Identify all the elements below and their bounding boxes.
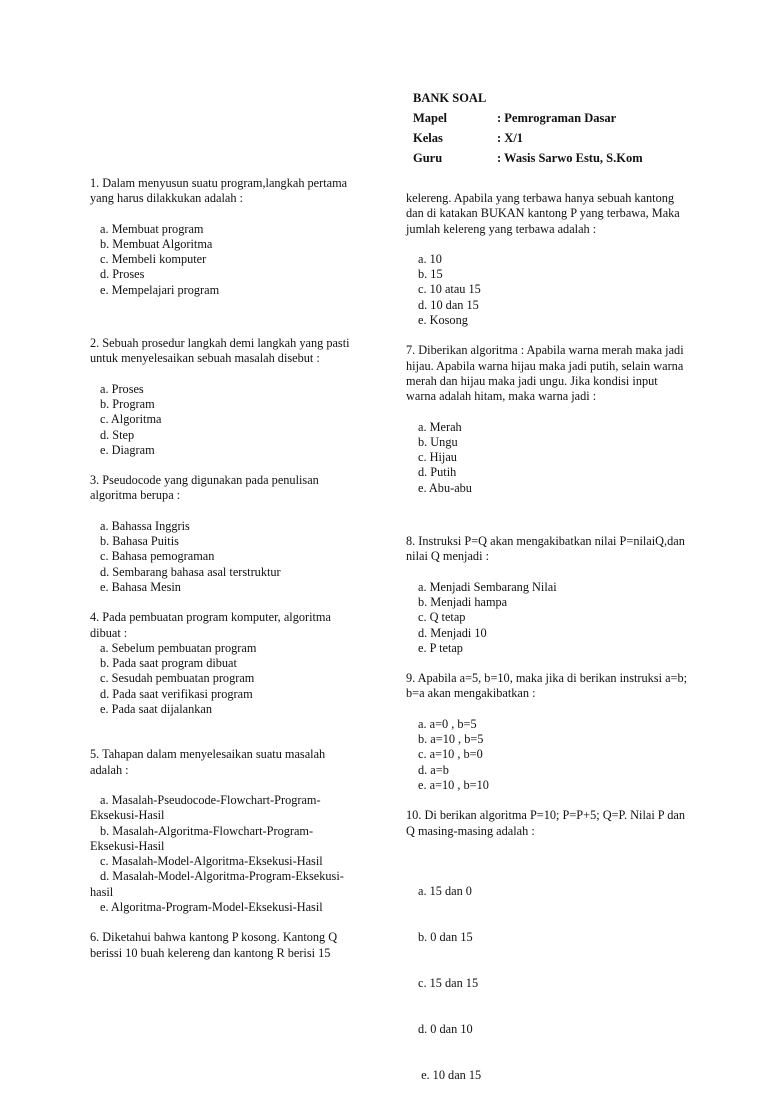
option: d. Masalah-Model-Algoritma-Program-Eksekusi-hasil (90, 869, 344, 899)
option: b. a=10 , b=5 (418, 732, 484, 747)
header-key: Guru (413, 151, 443, 165)
option: a. Membuat program (100, 221, 204, 236)
option-list (406, 854, 688, 1114)
option: c. Algoritma (100, 412, 162, 427)
option-list (90, 519, 350, 595)
option: c. Bahasa pemograman (100, 549, 215, 564)
option: c. Membeli komputer (100, 252, 207, 267)
option: c. a=10 , b=0 (418, 747, 483, 762)
document-header (413, 88, 643, 168)
option: a. Masalah-Pseudocode-Flowchart-Program-Eksekusi-Hasil (90, 792, 321, 823)
option: d. Menjadi 10 (418, 625, 487, 640)
option-list (90, 382, 350, 458)
option: e. Mempelajari program (100, 282, 220, 297)
question-text: 5. Tahapan dalam menyelesaikan suatu masalah adalah : (90, 747, 326, 777)
option: b. Pada saat program dibuat (100, 656, 237, 671)
option: c. Masalah-Model-Algoritma-Eksekusi-Hasil (100, 854, 323, 869)
question-text: 7. Diberikan algoritma : Apabila warna merah maka jadi hijau. Apabila warna hijau maka jadi putih, selain warna merah dan hijau maka jadi ungu. Jika kondisi input warna adalah hitam, maka warna jadi : (406, 343, 684, 404)
option: d. Pada saat verifikasi program (100, 686, 253, 701)
question-7 (406, 343, 688, 496)
option-list (90, 793, 350, 915)
option: d. Proses (100, 267, 145, 282)
option: a. Menjadi Sembarang Nilai (418, 579, 557, 594)
option: b. Membuat Algoritma (100, 236, 213, 251)
question-4 (90, 610, 350, 717)
option: e. Pada saat dijalankan (100, 702, 212, 717)
question-6-start (90, 930, 350, 961)
question-9 (406, 671, 688, 793)
option: b. 0 dan 15 (418, 930, 473, 945)
option: b. Ungu (418, 434, 458, 449)
question-text: 1. Dalam menyusun suatu program,langkah pertama yang harus dilakkukan adalah : (90, 176, 348, 206)
header-key: Kelas (413, 131, 443, 145)
option: e. Bahasa Mesin (100, 579, 181, 594)
right-column (406, 191, 688, 1114)
option: e. P tetap (418, 640, 463, 655)
question-text: 3. Pseudocode yang digunakan pada penulisan algoritma berupa : (90, 473, 319, 503)
option: a. 15 dan 0 (418, 884, 472, 899)
option: d. a=b (418, 762, 449, 777)
option-list (406, 717, 688, 793)
question-6-continued (406, 191, 688, 328)
header-value: : Pemrograman Dasar (497, 111, 617, 125)
question-text: kelereng. Apabila yang terbawa hanya sebuah kantong dan di katakan BUKAN kantong P yang terbawa, Maka jumlah kelereng yang terbawa adalah : (406, 191, 680, 236)
option: e. 10 dan 15 (418, 1067, 482, 1082)
option: e. a=10 , b=10 (418, 777, 489, 792)
question-2 (90, 336, 350, 458)
header-value: : X/1 (497, 131, 524, 145)
option: c. Sesudah pembuatan program (100, 671, 255, 686)
header-key: Mapel (413, 111, 448, 125)
option: b. 15 (418, 267, 443, 282)
option: a. a=0 , b=5 (418, 716, 477, 731)
header-row-mapel (413, 108, 643, 128)
option: c. Q tetap (418, 610, 466, 625)
option: b. Program (100, 396, 155, 411)
option: e. Algoritma-Program-Model-Eksekusi-Hasil (100, 899, 323, 914)
option: c. Hijau (418, 450, 457, 465)
option: e. Abu-abu (418, 480, 472, 495)
question-10 (406, 808, 688, 1114)
question-8 (406, 534, 688, 656)
option-list (406, 252, 688, 328)
question-1 (90, 176, 350, 298)
option: b. Bahasa Puitis (100, 534, 179, 549)
document-title: BANK SOAL (413, 91, 487, 105)
option: a. Merah (418, 419, 462, 434)
header-value: : Wasis Sarwo Estu, S.Kom (497, 151, 643, 165)
option-list (406, 420, 688, 496)
option: e. Diagram (100, 442, 155, 457)
option: c. 15 dan 15 (418, 976, 479, 991)
option-list (90, 641, 350, 717)
question-3 (90, 473, 350, 595)
question-5 (90, 747, 350, 915)
option: a. Bahassa Inggris (100, 518, 190, 533)
left-column (90, 176, 350, 961)
option: a. Sebelum pembuatan program (100, 640, 257, 655)
question-text: 2. Sebuah prosedur langkah demi langkah yang pasti untuk menyelesaikan sebuah masalah disebut : (90, 336, 350, 366)
option: b. Menjadi hampa (418, 594, 508, 609)
header-row-guru (413, 148, 643, 168)
question-text: 6. Diketahui bahwa kantong P kosong. Kantong Q berissi 10 buah kelereng dan kantong R berisi 15 (90, 930, 338, 960)
option: d. 0 dan 10 (418, 1022, 473, 1037)
question-text: 10. Di berikan algoritma P=10; P=P+5; Q=P. Nilai P dan Q masing-masing adalah : (406, 808, 686, 838)
option: d. Putih (418, 465, 457, 480)
option: b. Masalah-Algoritma-Flowchart-Program-Eksekusi-Hasil (90, 823, 314, 853)
option: d. Sembarang bahasa asal terstruktur (100, 564, 281, 579)
option: d. Step (100, 427, 135, 442)
option-list (90, 222, 350, 298)
option: a. 10 (418, 251, 442, 266)
option: e. Kosong (418, 313, 468, 328)
question-text: 4. Pada pembuatan program komputer, algoritma dibuat : (90, 610, 331, 640)
option: a. Proses (100, 381, 144, 396)
option-list (406, 580, 688, 656)
header-row-kelas (413, 128, 643, 148)
question-text: 9. Apabila a=5, b=10, maka jika di berikan instruksi a=b; b=a akan mengakibatkan : (406, 671, 688, 701)
option: c. 10 atau 15 (418, 282, 481, 297)
question-text: 8. Instruksi P=Q akan mengakibatkan nilai P=nilaiQ,dan nilai Q menjadi : (406, 534, 685, 564)
option: d. 10 dan 15 (418, 297, 479, 312)
